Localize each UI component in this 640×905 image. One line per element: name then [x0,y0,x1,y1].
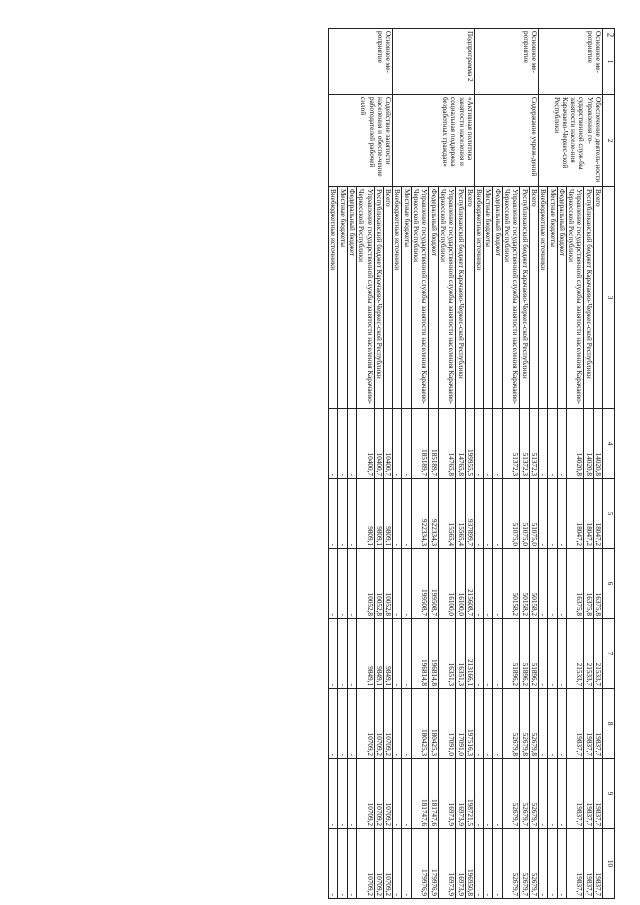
funding-source-cell: Местные бюджеты [548,187,557,409]
amount-cell: - [347,759,356,829]
amount-cell: - [548,689,557,759]
amount-cell: - [538,619,547,689]
amount-cell: - [548,549,557,619]
amount-cell: - [338,619,347,689]
funding-source-cell: Федеральный бюджет [557,187,566,409]
amount-cell: 50158,2 [520,549,529,619]
amount-cell: 19837,7 [566,829,584,899]
funding-source-cell: Федеральный бюджет [493,187,502,409]
amount-cell: 10709,2 [383,759,392,829]
amount-cell: - [557,829,566,899]
amount-cell: 9849,1 [383,619,392,689]
amount-cell: 199955,5 [465,409,474,479]
funding-source-cell: Местные бюджеты [402,187,411,409]
amount-cell: - [338,829,347,899]
amount-cell: 196814,8 [429,619,438,689]
amount-cell: - [484,689,493,759]
amount-cell: 14020,8 [584,409,593,479]
amount-cell: 9809,1 [383,479,392,549]
amount-cell: - [329,619,338,689]
funding-source-cell: Всего [383,187,392,409]
amount-cell: - [557,409,566,479]
amount-cell: 14765,8 [438,409,456,479]
amount-cell: 51372,3 [520,409,529,479]
amount-cell: 10709,2 [383,829,392,899]
table-row [465,29,474,899]
measure-name-cell: Содержание учреж-дений [474,95,538,187]
amount-cell: 16973,9 [438,759,456,829]
amount-cell: 16375,8 [566,549,584,619]
column-header: 5 [603,479,615,549]
amount-cell: 180425,3 [411,689,429,759]
amount-cell: - [474,549,483,619]
amount-cell: - [402,549,411,619]
amount-cell: - [548,479,557,549]
amount-cell: 18047,2 [566,479,584,549]
amount-cell: - [402,829,411,899]
amount-cell: 52679,7 [502,829,520,899]
funding-source-cell: Местные бюджеты [338,187,347,409]
amount-cell: - [474,759,483,829]
amount-cell: - [557,479,566,549]
amount-cell: 213166,1 [465,619,474,689]
amount-cell: 16973,9 [456,759,465,829]
column-header: 9 [603,759,615,829]
amount-cell: 19837,7 [566,759,584,829]
amount-cell: 9809,1 [356,479,374,549]
amount-cell: 51896,2 [529,619,538,689]
funding-source-cell: Всего [529,187,538,409]
funding-source-cell: Внебюджетные источники [474,187,483,409]
amount-cell: 17091,0 [456,689,465,759]
amount-cell: - [538,759,547,829]
amount-cell: - [493,689,502,759]
column-header: 7 [603,619,615,689]
table-row [383,29,392,899]
amount-cell: 215608,7 [465,549,474,619]
amount-cell: 922334,3 [411,479,429,549]
column-header: 10 [603,829,615,899]
amount-cell: 14020,8 [566,409,584,479]
amount-cell: - [493,479,502,549]
amount-cell: - [557,689,566,759]
amount-cell: 19837,7 [584,829,593,899]
funding-source-cell: Республиканский бюджет Карачаево-Черкес-ской Республики [520,187,529,409]
amount-cell: 51075,0 [502,479,520,549]
amount-cell: 17091,0 [438,689,456,759]
funding-source-cell: Управление государственной службы занятости населения Карачаево-Черкесской Республики [411,187,429,409]
amount-cell: 937899,7 [465,479,474,549]
amount-cell: 10400,7 [383,409,392,479]
amount-cell: - [393,759,402,829]
amount-cell: - [329,689,338,759]
amount-cell: - [393,829,402,899]
amount-cell: - [548,619,557,689]
amount-cell: - [484,829,493,899]
amount-cell: 52679,8 [520,689,529,759]
amount-cell: 50158,2 [529,549,538,619]
amount-cell: 197516,3 [465,689,474,759]
column-header: 2 [603,95,615,187]
amount-cell: 10400,7 [374,409,383,479]
amount-cell: 10709,2 [356,829,374,899]
amount-cell: 16375,8 [584,549,593,619]
amount-cell: 14020,8 [593,409,602,479]
amount-cell: 10709,2 [374,689,383,759]
amount-cell: - [393,689,402,759]
amount-cell: - [393,619,402,689]
amount-cell: - [557,619,566,689]
amount-cell: 15565,4 [456,479,465,549]
amount-cell: 21533,7 [566,619,584,689]
amount-cell: - [474,619,483,689]
amount-cell: 185189,7 [411,409,429,479]
amount-cell: 18047,2 [584,479,593,549]
funding-source-cell: Федеральный бюджет [347,187,356,409]
amount-cell: - [338,759,347,829]
amount-cell: 196814,8 [411,619,429,689]
amount-cell: - [493,619,502,689]
amount-cell: 10052,8 [356,549,374,619]
amount-cell: - [338,689,347,759]
amount-cell: - [474,409,483,479]
amount-cell: - [484,549,493,619]
amount-cell: - [484,619,493,689]
amount-cell: 15565,4 [438,479,456,549]
amount-cell: 181747,6 [429,759,438,829]
amount-cell: 51372,3 [529,409,538,479]
amount-cell: 10052,8 [374,549,383,619]
amount-cell: 21533,7 [593,619,602,689]
amount-cell: - [329,759,338,829]
amount-cell: - [402,619,411,689]
page-number: 2 [604,32,615,38]
amount-cell: - [474,689,483,759]
funding-source-cell: Управление государственной службы занятости населения Карачаево-Черкесской Республики [438,187,456,409]
amount-cell: - [557,549,566,619]
amount-cell: - [402,759,411,829]
funding-source-cell: Всего [465,187,474,409]
document-area [80,28,615,896]
amount-cell: - [538,549,547,619]
amount-cell: 10709,2 [374,759,383,829]
amount-cell: - [484,759,493,829]
table-row [593,29,602,899]
amount-cell: 50158,2 [502,549,520,619]
amount-cell: 16973,9 [438,829,456,899]
measure-name-cell: Содействие занятости населения и обеспе-чение работодателей рабочей силой [329,95,393,187]
measure-type-cell: Основное ме-роприятие [474,29,538,95]
amount-cell: 16351,3 [438,619,456,689]
amount-cell: 10709,2 [374,829,383,899]
amount-cell: 185189,7 [429,409,438,479]
amount-cell: 18047,2 [593,479,602,549]
amount-cell: - [493,409,502,479]
column-header: 3 [603,187,615,409]
amount-cell: - [548,829,557,899]
amount-cell: 10709,2 [356,759,374,829]
amount-cell: 9849,1 [374,619,383,689]
amount-cell: - [347,409,356,479]
measure-type-cell: Подпрограмма 2 [393,29,475,95]
amount-cell: 10709,2 [383,689,392,759]
amount-cell: - [484,479,493,549]
amount-cell: - [347,549,356,619]
amount-cell: - [393,409,402,479]
amount-cell: - [548,759,557,829]
amount-cell: 52679,8 [529,689,538,759]
amount-cell: 9809,1 [374,479,383,549]
amount-cell: - [557,759,566,829]
amount-cell: - [493,829,502,899]
amount-cell: 16973,9 [456,829,465,899]
amount-cell: 199508,7 [411,549,429,619]
amount-cell: 16100,0 [456,549,465,619]
measure-name-cell: «Активная политика занятости населения и социальная поддержка безработных граждан» [393,95,475,187]
amount-cell: 51896,2 [502,619,520,689]
amount-cell: - [347,619,356,689]
funding-source-cell: Внебюджетные источники [329,187,338,409]
column-header: 8 [603,689,615,759]
amount-cell: - [338,479,347,549]
amount-cell: 181747,6 [411,759,429,829]
funding-source-cell: Республиканский бюджет Карачаево-Черкес-ской Республики [456,187,465,409]
column-header: 4 [603,409,615,479]
amount-cell: - [329,479,338,549]
amount-cell: - [402,479,411,549]
amount-cell: - [538,829,547,899]
amount-cell: - [347,829,356,899]
amount-cell: - [338,409,347,479]
amount-cell: 52679,7 [520,829,529,899]
amount-cell: 10052,8 [383,549,392,619]
column-header: 1 [603,29,615,95]
amount-cell: 19837,7 [584,759,593,829]
funding-source-cell: Федеральный бюджет [429,187,438,409]
amount-cell: 16351,3 [456,619,465,689]
measure-type-cell: Основное ме-роприятие [538,29,602,95]
amount-cell: - [548,409,557,479]
amount-cell: 922334,3 [429,479,438,549]
amount-cell: - [329,549,338,619]
amount-cell: - [402,689,411,759]
amount-cell: 52679,8 [502,689,520,759]
amount-cell: - [347,689,356,759]
amount-cell: 10400,7 [356,409,374,479]
amount-cell: 9849,1 [356,619,374,689]
funding-source-cell: Республиканский бюджет Карачаево-Черкес-ской Республики [374,187,383,409]
amount-cell: 52679,7 [529,829,538,899]
amount-cell: 14765,8 [456,409,465,479]
table-header-row [603,29,615,899]
amount-cell: 10709,2 [356,689,374,759]
amount-cell: - [338,549,347,619]
table-row [529,29,538,899]
amount-cell: - [493,549,502,619]
amount-cell: 19837,7 [593,689,602,759]
amount-cell: 196950,8 [465,829,474,899]
amount-cell: - [329,409,338,479]
funding-source-cell: Местные бюджеты [484,187,493,409]
funding-source-cell: Всего [593,187,602,409]
amount-cell: - [402,409,411,479]
amount-cell: 198721,5 [465,759,474,829]
amount-cell: 52679,7 [502,759,520,829]
amount-cell: - [329,829,338,899]
amount-cell: - [484,409,493,479]
amount-cell: 19837,7 [593,829,602,899]
amount-cell: 51896,2 [520,619,529,689]
funding-source-cell: Внебюджетные источники [393,187,402,409]
funding-source-cell: Внебюджетные источники [538,187,547,409]
amount-cell: - [538,689,547,759]
amount-cell: 179976,9 [411,829,429,899]
program-funding-table [328,28,615,899]
funding-source-cell: Управление государственной службы занятости населения Карачаево-Черкесской Республики [502,187,520,409]
amount-cell: 180425,3 [429,689,438,759]
amount-cell: - [538,409,547,479]
amount-cell: - [493,759,502,829]
amount-cell: 199508,7 [429,549,438,619]
column-header: 6 [603,549,615,619]
amount-cell: - [393,479,402,549]
amount-cell: 21533,7 [584,619,593,689]
amount-cell: 51075,0 [520,479,529,549]
amount-cell: 51372,3 [502,409,520,479]
amount-cell: - [474,829,483,899]
amount-cell: 52679,7 [520,759,529,829]
amount-cell: 16100,0 [438,549,456,619]
funding-source-cell: Управление государственной службы занятости населения Карачаево-Черкесской Республики [566,187,584,409]
amount-cell: - [347,479,356,549]
amount-cell: - [393,549,402,619]
amount-cell: 19837,7 [593,759,602,829]
measure-type-cell: Основное ме-роприятие [329,29,393,95]
amount-cell: 19837,7 [584,689,593,759]
amount-cell: 19837,7 [566,689,584,759]
amount-cell: 16375,8 [593,549,602,619]
amount-cell: - [538,479,547,549]
amount-cell: 52679,7 [529,759,538,829]
measure-name-cell: Обеспечение деятель-ности Управления го-сударственной служ-бы занятости населе-ния Карачаево-Черкес-ской Республики [538,95,602,187]
amount-cell: 179976,9 [429,829,438,899]
amount-cell: 51075,0 [529,479,538,549]
funding-source-cell: Республиканский бюджет Карачаево-Черкес-ской Республики [584,187,593,409]
amount-cell: - [474,479,483,549]
funding-source-cell: Управление государственной службы занятости населения Карачаево-Черкесской Республики [356,187,374,409]
